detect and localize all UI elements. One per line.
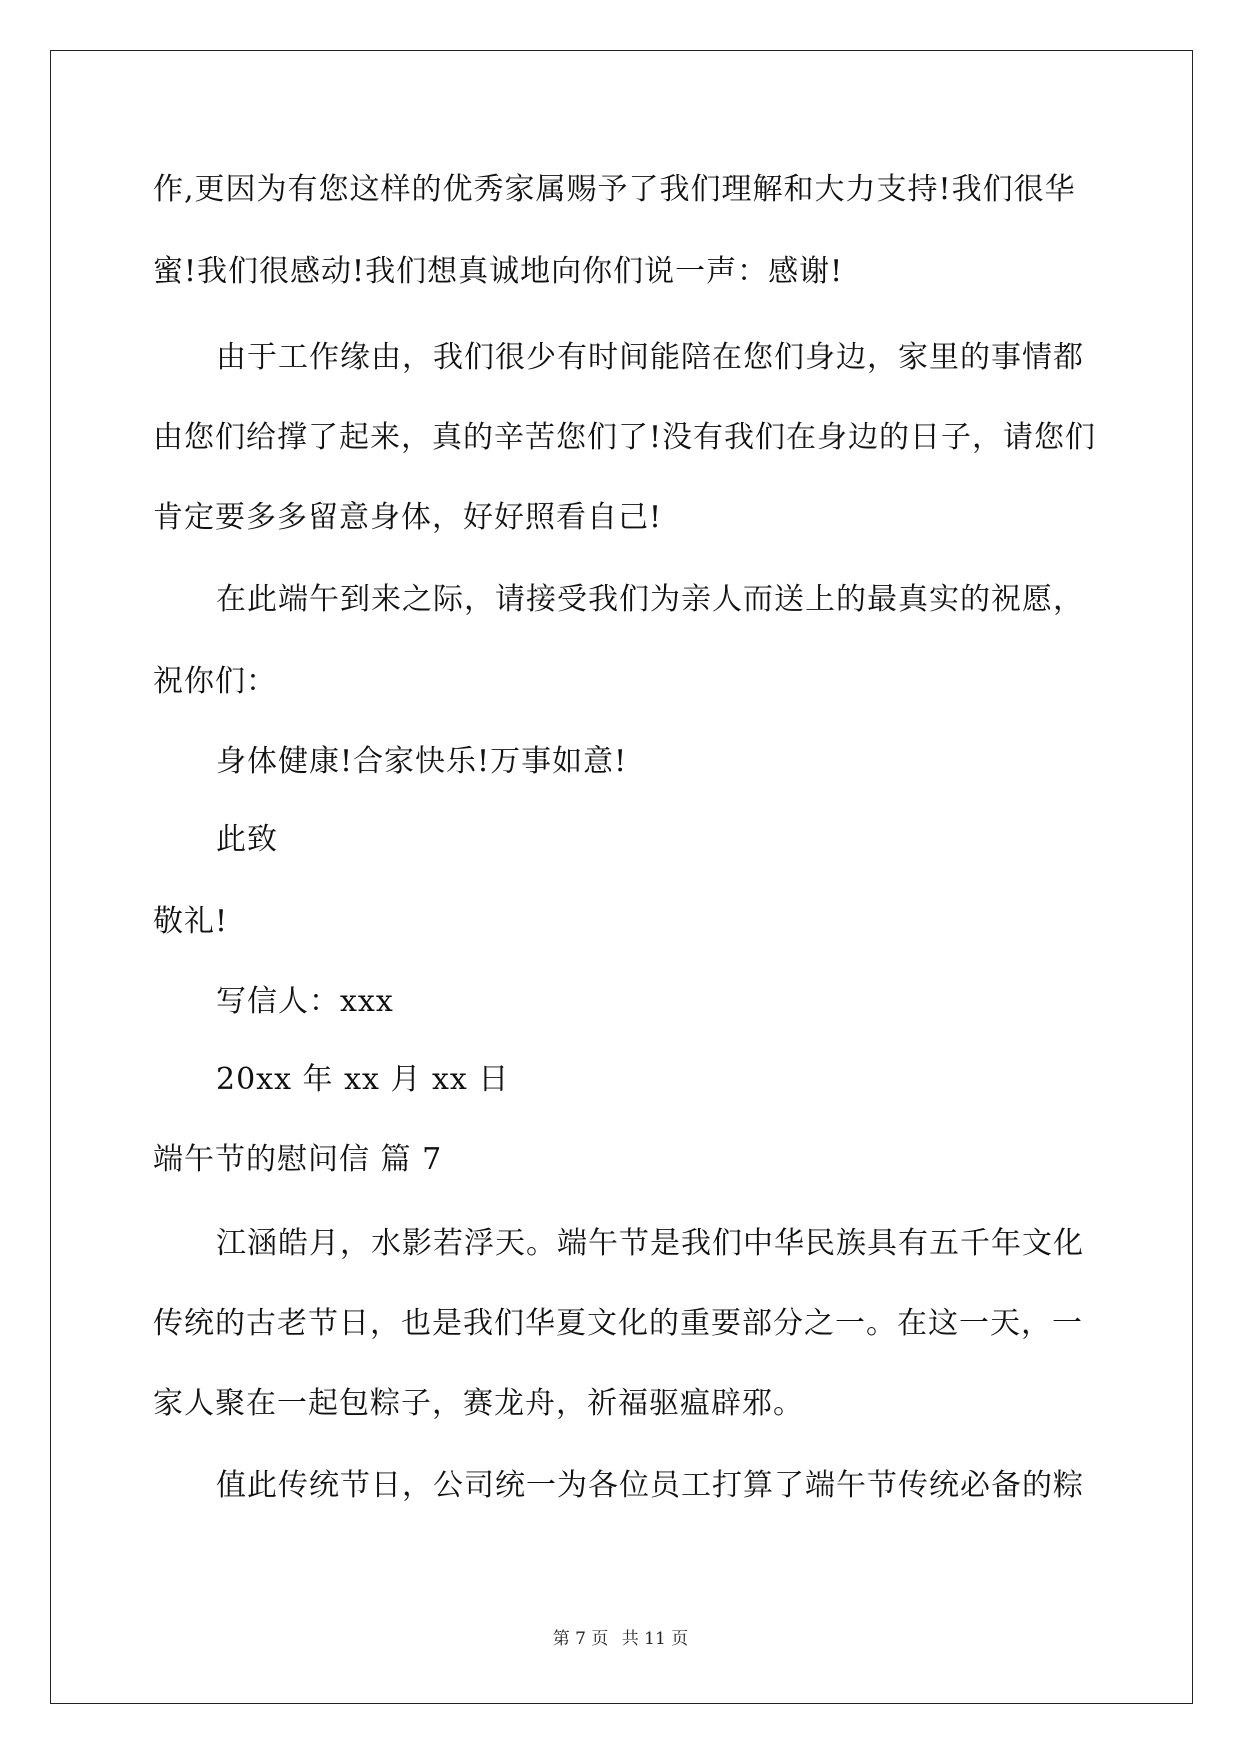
page-number: 第 7 页 bbox=[552, 1629, 609, 1649]
blessing-line: 身体健康!合家快乐!万事如意! bbox=[216, 744, 628, 779]
paragraph-first-line: 在此端午到来之际，请接受我们为亲人而送上的最真实的祝愿， bbox=[216, 582, 1084, 617]
signature-line: 写信人：xxx bbox=[216, 984, 394, 1019]
page-total: 共 11 页 bbox=[621, 1629, 689, 1649]
text-line: 蜜!我们很感动!我们想真诚地向你们说一声：感谢! bbox=[153, 254, 844, 289]
page-footer bbox=[0, 1628, 1241, 1650]
paragraph-first-line: 由于工作缘由，我们很少有时间能陪在您们身边，家里的事情都 bbox=[216, 340, 1084, 375]
text-line: 由您们给撑了起来，真的辛苦您们了!没有我们在身边的日子，请您们 bbox=[153, 420, 1097, 455]
text-line: 肯定要多多留意身体，好好照看自己! bbox=[153, 500, 663, 535]
section-heading: 端午节的慰问信 篇 7 bbox=[153, 1142, 443, 1177]
text-line: 传统的古老节日，也是我们华夏文化的重要部分之一。在这一天，一 bbox=[153, 1306, 1083, 1341]
paragraph-first-line: 值此传统节日，公司统一为各位员工打算了端午节传统必备的粽 bbox=[216, 1468, 1084, 1503]
salutation-line: 敬礼! bbox=[153, 904, 229, 939]
date-line: 20xx 年 xx 月 xx 日 bbox=[216, 1062, 510, 1097]
text-line: 家人聚在一起包粽子，赛龙舟，祈福驱瘟辟邪。 bbox=[153, 1386, 804, 1421]
text-line: 祝你们： bbox=[153, 664, 277, 699]
closing-line: 此致 bbox=[216, 822, 278, 857]
page-frame bbox=[50, 50, 1193, 1704]
paragraph-first-line: 江涵皓月，水影若浮天。端午节是我们中华民族具有五千年文化 bbox=[216, 1226, 1084, 1261]
text-line: 作,更因为有您这样的优秀家属赐予了我们理解和大力支持!我们很华 bbox=[153, 172, 1076, 207]
